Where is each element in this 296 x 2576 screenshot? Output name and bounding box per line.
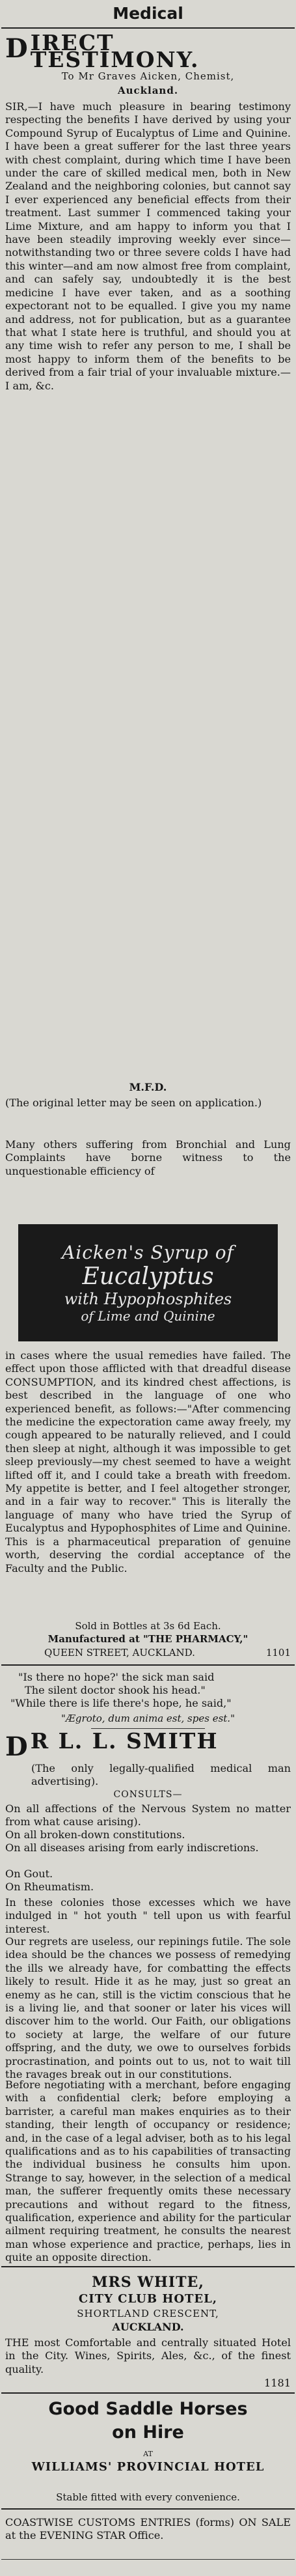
- testimony-body2: Many others suffering from Bronchial and Lung Complaints have borne witness to the unquestionable efficiency of: [5, 1138, 291, 1177]
- rule-3: [1, 2392, 295, 2394]
- address-line: [5, 1646, 291, 1659]
- poem-line3: "While there is life there's hope, he said,": [10, 1697, 232, 1709]
- rule-5: [1, 2559, 295, 2560]
- horses-hotel: WILLIAMS' PROVINCIAL HOTEL: [31, 2460, 265, 2474]
- horses-at: AT: [143, 2450, 153, 2458]
- addressee-line1: To Mr Graves Aicken, Chemist,: [61, 70, 235, 82]
- ad-smith-title: [5, 1728, 291, 1762]
- hotel-city: AUCKLAND.: [112, 2321, 184, 2333]
- engraving-line4: of Lime and Quinine: [81, 1308, 215, 1324]
- ad-number: 1101: [265, 1647, 291, 1659]
- smith-body3: Before negotiating with a merchant, before engaging with a confidential clerk; before employing a barrister, a careful man makes enquiries as to their standing, their length of occupancy or residence; and, in the case of a legal adviser, both as to his legal qualifications and as to his capabilities of transacting the individual business he consults him upon. Strange to say, however, in the selection of a medical man, the sufferer frequently omits these necessary precautions and without regard to the fitness, qualification, experience and ability for the particular ailment requiring treatment, he consults the nearest man whose experience and practice, perhaps, lies in quite an opposite direction.: [5, 2079, 291, 2264]
- list-item: On all diseases arising from early indiscretions.: [5, 1841, 259, 1854]
- horses-headline1: Good Saddle Horses: [48, 2399, 248, 2419]
- hotel-name: CITY CLUB HOTEL,: [78, 2292, 218, 2306]
- ad-title: R L. L. SMITH: [30, 1728, 219, 1754]
- pharmacy-address: QUEEN STREET, AUCKLAND.: [44, 1647, 195, 1659]
- poem-line1: "Is there no hope?' the sick man said: [18, 1671, 215, 1683]
- rule-1: [1, 1664, 295, 1666]
- signature: M.F.D.: [129, 1081, 167, 1093]
- manufactured-line: Manufactured at "THE PHARMACY,": [47, 1633, 249, 1645]
- drop-cap: D: [5, 1731, 28, 1762]
- smith-body1: In these colonies those excesses which we have indulged in " hot youth " tell upon us with fearful interest.: [5, 1896, 291, 1935]
- horses-headline2: on Hire: [112, 2422, 184, 2443]
- engraving-line1: Aicken's Syrup of: [62, 1242, 234, 1263]
- header-rule: [1, 27, 295, 29]
- horses-body: Stable fitted with every convenience.: [56, 2491, 240, 2503]
- drop-cap: D: [5, 33, 28, 64]
- engraving-line3: with Hypophosphites: [64, 1290, 232, 1308]
- ad-title: IRECT TESTIMONY.: [30, 30, 200, 73]
- section-header: Medical: [113, 4, 183, 23]
- list-item: On Gout.: [5, 1868, 53, 1880]
- list-item: On Rheumatism.: [5, 1881, 94, 1893]
- addressee-line2: Auckland.: [117, 85, 179, 96]
- ad-subtitle: (The only legally-qualified medical man advertising).: [31, 1762, 291, 1788]
- ad-number: 1181: [264, 2377, 291, 2389]
- rule-4: [1, 2508, 295, 2510]
- testimony-body3: in cases where the usual remedies have failed. The effect upon those afflicted with that dreadful disease CONSUMPTION, and its kindred chest affections, is best described in the language of one who experienced benefit, as follows:—"After commencing the medicine the expectoration came away freely, my cough appeared to be naturally relieved, and I could then sleep at night, although it was impossible to get sleep previously—my chest seemed to have a weight lifted off it, and I could take a breath with freedom. My appetite is better, and I feel altogether stronger, and in a fair way to recover." This is literally the language of many who have tried the Syrup of Eucalyptus and Hypophosphites of Lime and Quinine. This is a pharmaceutical preparation of genuine worth, deserving the cordial acceptance of the Faculty and the Public.: [5, 1349, 291, 1575]
- hotel-street: SHORTLAND CRESCENT,: [77, 2308, 219, 2319]
- ad-direct-testimony-title: [5, 30, 291, 73]
- list-item: On all affections of the Nervous System no matter from what cause arising).: [5, 1802, 291, 1828]
- consults: CONSULTS—: [113, 1789, 183, 1800]
- sold-line: Sold in Bottles at 3s 6d Each.: [75, 1620, 221, 1632]
- poem-latin: "Ægroto, dum anima est, spes est.": [61, 1713, 235, 1724]
- list-item: On all broken-down constitutions.: [5, 1828, 185, 1841]
- testimony-body: SIR,—I have much pleasure in bearing testimony respecting the benefits I have derived by using your Compound Syrup of Eucalyptus of Lime and Quinine. I have been a great sufferer for the last three years with chest complaint, during which time I have been under the care of skilled medical men, both in New Zealand and the neighboring colonies, but cannot say I ever experienced any beneficial effects from their treatment. Last summer I commenced taking your Lime Mixture, and am happy to inform you that I have been steadily improving weekly ever since—notwithstanding two or three severe colds I have had this winter—and am now almost free from complaint, and can safely say, undoubtedly it is the best medicine I have ever taken, and as a soothing expectorant not to be equalled. I give you my name and address, not for publication, but as a guarantee that what I state here is truthful, and should you at any time wish to refer any person to me, I shall be most happy to inform them of the benefits to be derived from a fair trial of your invaluable mixture.—I am, &c.: [5, 100, 291, 392]
- poem-line2: The silent doctor shook his head.": [25, 1684, 206, 1696]
- engraving-line2: Eucalyptus: [82, 1263, 214, 1290]
- smith-body2: Our regrets are useless, our repinings futile. The sole idea should be the chances we possess of remedying the ills we already have, for combatting the effects likely to result. Hide it as he may, just so great an enemy as he can, still is the victim conscious that he is a living lie, and that sooner or later his vices will discover him to the world. Our Faith, our obligations to society at large, the welfare of our future offspring, and the duty, we owe to ourselves forbids procrastination, and points out to us, not to wait till the ravages break out in our constitutions.: [5, 1935, 291, 2081]
- product-engraving: [18, 1224, 278, 1341]
- proprietor: MRS WHITE,: [92, 2274, 204, 2291]
- hotel-body: THE most Comfortable and centrally situated Hotel in the City. Wines, Spirits, Ales, &c., of the finest quality.: [5, 2336, 291, 2375]
- customs-body: COASTWISE CUSTOMS ENTRIES (forms) ON SALE at the EVENING STAR Office.: [5, 2516, 291, 2542]
- note-original: (The original letter may be seen on application.): [5, 1097, 262, 1109]
- rule-2: [1, 2266, 295, 2267]
